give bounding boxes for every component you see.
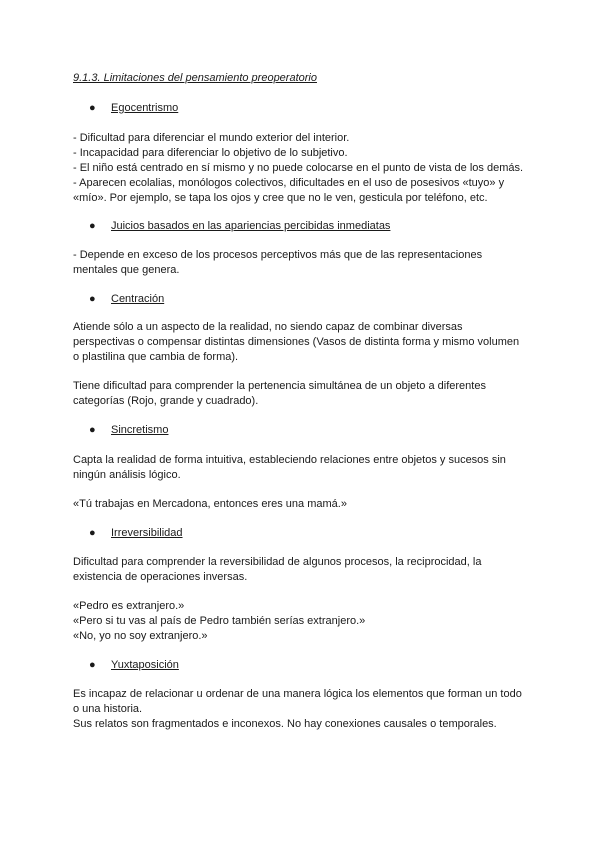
paragraph (73, 453, 533, 483)
bullet-icon: ● (89, 659, 96, 671)
bullet-egocentrismo (89, 101, 178, 116)
bullet-icon: ● (89, 220, 96, 232)
paragraph (73, 599, 533, 644)
paragraph (73, 497, 533, 512)
paragraph (73, 555, 533, 585)
bullet-label: Irreversibilidad (111, 527, 183, 539)
text-line: Tiene dificultad para comprender la pertenencia simultánea de un objeto a diferentes (73, 380, 486, 392)
bullet-icon: ● (89, 102, 96, 114)
bullet-label: Yuxtaposición (111, 659, 179, 671)
bullet-irreversibilidad (89, 526, 183, 541)
text-line: «mío». Por ejemplo, se tapa los ojos y cree que no le ven, gesticula por teléfono, etc. (73, 192, 488, 204)
bullet-label: Centración (111, 293, 165, 305)
bullet-label: Sincretismo (111, 424, 169, 436)
text-line: categorías (Rojo, grande y cuadrado). (73, 395, 259, 407)
bullet-sincretismo (89, 423, 168, 438)
paragraph (73, 131, 533, 206)
text-line: Dificultad para comprender la reversibilidad de algunos procesos, la reciprocidad, la (73, 556, 482, 568)
text-line: Es incapaz de relacionar u ordenar de una manera lógica los elementos que forman un todo (73, 688, 522, 700)
bullet-yuxtaposicion (89, 658, 179, 673)
paragraph (73, 248, 533, 278)
text-line: «No, yo no soy extranjero.» (73, 630, 208, 642)
text-line: «Tú trabajas en Mercadona, entonces eres una mamá.» (73, 498, 347, 510)
text-line: - Incapacidad para diferenciar lo objetivo de lo subjetivo. (73, 147, 348, 159)
text-line: - Dificultad para diferenciar el mundo exterior del interior. (73, 132, 350, 144)
text-line: o una historia. (73, 703, 143, 715)
section-heading: 9.1.3. Limitaciones del pensamiento preoperatorio (73, 72, 317, 84)
paragraph (73, 379, 533, 409)
bullet-label: Juicios basados en las apariencias percibidas inmediatas (111, 220, 391, 232)
text-line: existencia de operaciones inversas. (73, 571, 248, 583)
paragraph (73, 687, 533, 732)
text-line: Sus relatos son fragmentados e inconexos. No hay conexiones causales o temporales. (73, 718, 497, 730)
bullet-centracion (89, 292, 164, 307)
text-line: Atiende sólo a un aspecto de la realidad, no siendo capaz de combinar diversas (73, 321, 463, 333)
text-line: «Pero si tu vas al país de Pedro también serías extranjero.» (73, 615, 366, 627)
paragraph (73, 320, 533, 365)
text-line: ningún análisis lógico. (73, 469, 181, 481)
text-line: mentales que genera. (73, 264, 180, 276)
bullet-icon: ● (89, 293, 96, 305)
text-line: «Pedro es extranjero.» (73, 600, 185, 612)
text-line: - Aparecen ecolalias, monólogos colectivos, dificultades en el uso de posesivos «tuyo» y (73, 177, 505, 189)
bullet-icon: ● (89, 527, 96, 539)
bullet-juicios (89, 219, 390, 234)
text-line: Capta la realidad de forma intuitiva, estableciendo relaciones entre objetos y sucesos sin (73, 454, 506, 466)
text-line: - El niño está centrado en sí mismo y no puede colocarse en el punto de vista de los demás. (73, 162, 524, 174)
text-line: - Depende en exceso de los procesos perceptivos más que de las representaciones (73, 249, 483, 261)
bullet-icon: ● (89, 424, 96, 436)
bullet-label: Egocentrismo (111, 102, 179, 114)
text-line: o plastilina que cambia de forma). (73, 351, 239, 363)
text-line: perspectivas o compensar distintas dimensiones (Vasos de distinta forma y mismo volumen (73, 336, 520, 348)
